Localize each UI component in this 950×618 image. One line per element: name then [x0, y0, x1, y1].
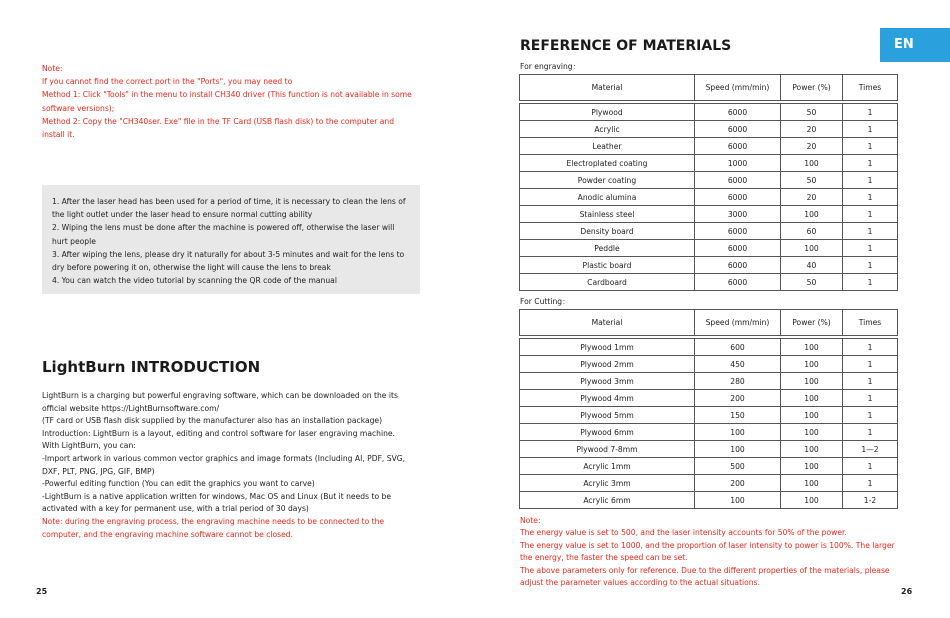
note-line: Method 2: Copy the "CH340ser. Exe" file in the TF Card (USB flash disk) to the computer and [42, 116, 395, 126]
cell-times: 1 [843, 339, 898, 356]
cell-material: Plywood 7-8mm [520, 441, 695, 458]
cell-speed: 6000 [695, 189, 781, 206]
cell-times: 1 [843, 407, 898, 424]
cell-speed: 100 [695, 424, 781, 441]
cell-times: 1 [843, 373, 898, 390]
box-line: dry before powering it on, otherwise the light will cause the lens to break [52, 263, 331, 273]
cell-power: 100 [781, 339, 843, 356]
cell-times: 1 [843, 138, 898, 155]
note-line: adjust the parameter values according to the actual situations. [520, 578, 760, 588]
cell-speed: 450 [695, 356, 781, 373]
cell-material: Cardboard [520, 274, 695, 291]
cell-power: 100 [781, 390, 843, 407]
cell-speed: 6000 [695, 240, 781, 257]
cell-power: 50 [781, 104, 843, 121]
header-power: Power (%) [781, 75, 843, 101]
header-power: Power (%) [781, 310, 843, 336]
cell-material: Density board [520, 223, 695, 240]
cell-material: Acrylic [520, 121, 695, 138]
cell-speed: 6000 [695, 257, 781, 274]
cell-speed: 100 [695, 492, 781, 509]
table-row [520, 373, 898, 390]
cell-times: 1 [843, 390, 898, 407]
port-note [42, 62, 422, 141]
table-row [520, 223, 898, 240]
table-row [520, 104, 898, 121]
note-line: The above parameters only for reference. Due to the different properties of the materials, please [520, 565, 890, 575]
cell-speed: 150 [695, 407, 781, 424]
cutting-table [519, 309, 898, 509]
intro-line: official website https://LightBurnsoftware.com/ [42, 403, 220, 413]
box-line: 3. After wiping the lens, please dry it naturally for about 3-5 minutes and wait for the lens to [52, 249, 405, 259]
language-tab: EN [880, 28, 950, 62]
cell-speed: 100 [695, 441, 781, 458]
box-line: 2. Wiping the lens must be done after the machine is powered off, otherwise the laser will [52, 223, 395, 233]
lens-cleaning-box [42, 185, 420, 294]
table-row [520, 475, 898, 492]
cell-speed: 200 [695, 390, 781, 407]
cell-speed: 600 [695, 339, 781, 356]
cell-material: Plywood 5mm [520, 407, 695, 424]
cell-times: 1 [843, 104, 898, 121]
cell-speed: 6000 [695, 121, 781, 138]
page-number-right: 26 [901, 587, 913, 596]
table-header-row [520, 310, 898, 336]
intro-line: With LightBurn, you can: [42, 441, 136, 451]
cell-power: 100 [781, 458, 843, 475]
cell-times: 1—2 [843, 441, 898, 458]
energy-note [520, 515, 900, 589]
table-row [520, 189, 898, 206]
cell-speed: 200 [695, 475, 781, 492]
cell-times: 1 [843, 424, 898, 441]
note-line: Note: [42, 64, 63, 73]
header-times: Times [843, 75, 898, 101]
cell-speed: 6000 [695, 104, 781, 121]
cell-power: 40 [781, 257, 843, 274]
intro-line: -LightBurn is a native application written for windows, Mac OS and Linux (But it needs to be [42, 491, 391, 501]
cell-material: Leather [520, 138, 695, 155]
header-speed: Speed (mm/min) [695, 75, 781, 101]
cell-material: Powder coating [520, 172, 695, 189]
cell-material: Anodic alumina [520, 189, 695, 206]
table-row [520, 172, 898, 189]
cell-material: Acrylic 6mm [520, 492, 695, 509]
cell-power: 100 [781, 373, 843, 390]
intro-line: LightBurn is a charging but powerful engraving software, which can be downloaded on the its [42, 391, 398, 400]
cell-material: Peddle [520, 240, 695, 257]
table-row [520, 356, 898, 373]
page-number-left: 25 [36, 587, 48, 596]
cutting-label: For Cutting： [520, 297, 570, 306]
cell-times: 1 [843, 240, 898, 257]
cell-times: 1 [843, 356, 898, 373]
cell-power: 20 [781, 121, 843, 138]
cell-times: 1 [843, 458, 898, 475]
cell-power: 100 [781, 206, 843, 223]
cell-material: Plywood [520, 104, 695, 121]
table-row [520, 390, 898, 407]
box-line: the light outlet under the laser head to ensure normal cutting ability [52, 210, 313, 220]
note-line: Note: [520, 516, 541, 525]
intro-line: Introduction: LightBurn is a layout, editing and control software for laser engraving machine. [42, 428, 395, 438]
header-times: Times [843, 310, 898, 336]
cell-times: 1 [843, 206, 898, 223]
box-line: 1. After the laser head has been used for a period of time, it is necessary to clean the lens of [52, 197, 406, 206]
cell-power: 100 [781, 475, 843, 492]
table-row [520, 121, 898, 138]
table-row [520, 206, 898, 223]
table-row [520, 339, 898, 356]
table-header-row [520, 75, 898, 101]
cell-times: 1 [843, 257, 898, 274]
note-line: the energy, the faster the speed can be set. [520, 553, 688, 563]
cell-material: Acrylic 3mm [520, 475, 695, 492]
header-speed: Speed (mm/min) [695, 310, 781, 336]
table-row [520, 492, 898, 509]
box-line: 4. You can watch the video tutorial by scanning the QR code of the manual [52, 276, 337, 286]
lightburn-title: LightBurn INTRODUCTION [42, 358, 261, 376]
cell-speed: 6000 [695, 274, 781, 291]
cell-material: Plywood 6mm [520, 424, 695, 441]
intro-line: activated with a key for permanent use, with a trial period of 30 days) [42, 504, 309, 514]
intro-line: -Import artwork in various common vector graphics and image formats (Including AI, PDF, SVG, [42, 453, 406, 463]
cell-power: 100 [781, 155, 843, 172]
table-row [520, 424, 898, 441]
cell-material: Plywood 1mm [520, 339, 695, 356]
cell-speed: 6000 [695, 223, 781, 240]
table-row [520, 441, 898, 458]
note-line: install it. [42, 130, 75, 140]
header-material: Material [520, 310, 695, 336]
table-row [520, 138, 898, 155]
cell-speed: 500 [695, 458, 781, 475]
cell-speed: 1000 [695, 155, 781, 172]
note-line: The energy value is set to 1000, and the proportion of laser intensity to power is 100%. The larger [520, 540, 895, 550]
cell-times: 1 [843, 121, 898, 138]
table-row [520, 407, 898, 424]
cell-power: 100 [781, 407, 843, 424]
cell-material: Plywood 2mm [520, 356, 695, 373]
note-line: If you cannot find the correct port in the "Ports", you may need to [42, 77, 293, 87]
page-title: REFERENCE OF MATERIALS [520, 38, 732, 54]
cell-material: Plastic board [520, 257, 695, 274]
cell-power: 60 [781, 223, 843, 240]
cell-power: 20 [781, 189, 843, 206]
cell-speed: 6000 [695, 138, 781, 155]
cell-power: 50 [781, 172, 843, 189]
table-row [520, 458, 898, 475]
cell-times: 1 [843, 189, 898, 206]
cell-material: Plywood 4mm [520, 390, 695, 407]
cell-power: 100 [781, 492, 843, 509]
table-row [520, 257, 898, 274]
cell-power: 100 [781, 240, 843, 257]
intro-line: (TF card or USB flash disk supplied by the manufacturer also has an installation package) [42, 416, 383, 426]
table-row [520, 240, 898, 257]
table-row [520, 155, 898, 172]
intro-line: -Powerful editing function (You can edit the graphics you want to carve) [42, 479, 315, 489]
engraving-table [519, 74, 898, 291]
lightburn-intro [42, 390, 422, 541]
note-line: software versions); [42, 103, 115, 113]
table-row [520, 274, 898, 291]
note-line: The energy value is set to 500, and the laser intensity accounts for 50% of the power. [520, 528, 847, 538]
cell-times: 1 [843, 274, 898, 291]
cell-power: 100 [781, 424, 843, 441]
intro-line: DXF, PLT, PNG, JPG, GIF, BMP) [42, 466, 155, 476]
engraving-label: For engraving： [520, 62, 581, 71]
note-line: Method 1: Click "Tools" in the menu to install CH340 driver (This function is not available in some [42, 90, 412, 100]
cell-times: 1 [843, 475, 898, 492]
cell-power: 20 [781, 138, 843, 155]
cell-power: 50 [781, 274, 843, 291]
cell-material: Plywood 3mm [520, 373, 695, 390]
cell-times: 1 [843, 155, 898, 172]
header-material: Material [520, 75, 695, 101]
cell-speed: 6000 [695, 172, 781, 189]
cell-times: 1-2 [843, 492, 898, 509]
cell-times: 1 [843, 223, 898, 240]
cell-material: Stainless steel [520, 206, 695, 223]
intro-note-line: Note: during the engraving process, the engraving machine needs to be connected to the [42, 516, 385, 526]
cell-material: Electroplated coating [520, 155, 695, 172]
box-line: hurt people [52, 236, 96, 246]
cell-power: 100 [781, 441, 843, 458]
cell-times: 1 [843, 172, 898, 189]
cell-speed: 3000 [695, 206, 781, 223]
cell-speed: 280 [695, 373, 781, 390]
intro-note-line: computer, and the engraving machine software cannot be closed. [42, 529, 294, 539]
cell-material: Acrylic 1mm [520, 458, 695, 475]
cell-power: 100 [781, 356, 843, 373]
